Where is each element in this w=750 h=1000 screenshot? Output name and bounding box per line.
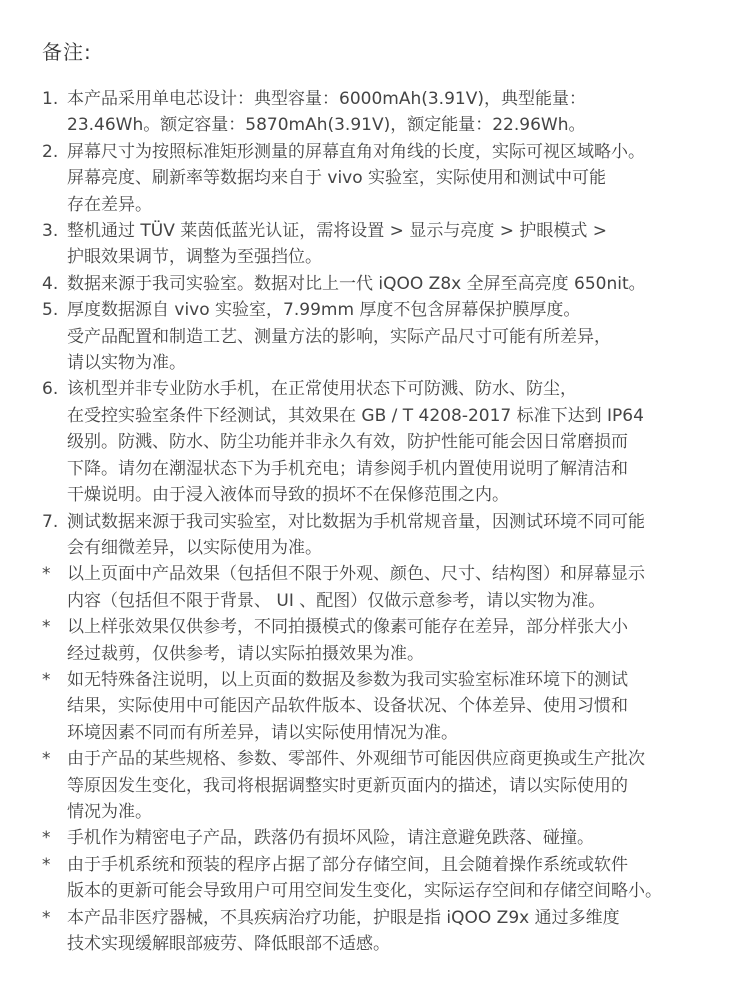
note-marker: 3. — [42, 221, 59, 242]
note-marker: 1. — [42, 89, 59, 109]
note-text-line: 由于产品的某些规格、参数、零部件、外观细节可能因供应商更换或生产批次 — [67, 749, 645, 770]
note-text-line: 厚度数据源自 vivo 实验室，7.99mm 厚度不包含屏幕保护膜厚度。 — [67, 300, 581, 321]
footnote-item — [42, 667, 712, 746]
note-text-line: 整机通过 TÜV 莱茵低蓝光认证，需将设置 > 显示与亮度 > 护眼模式 > — [67, 221, 608, 242]
note-marker: * — [42, 564, 51, 585]
footnote-item — [42, 614, 712, 667]
numbered-note-item — [42, 509, 712, 562]
note-text-line: 测试数据来源于我司实验室，对比数据为手机常规音量，因测试环境不同可能 — [67, 511, 645, 532]
note-marker: 6. — [42, 379, 59, 400]
note-text-line: 内容（包括但不限于背景、 UI 、配图）仅做示意参考，请以实物为准。 — [67, 590, 606, 611]
note-text-line: 环境因素不同而有所差异，请以实际使用情况为准。 — [67, 722, 458, 743]
note-text-line: 下降。请勿在潮湿状态下为手机充电；请参阅手机内置使用说明了解清洁和 — [67, 458, 628, 479]
note-text-line: 屏幕亮度、刷新率等数据均来自于 vivo 实验室，实际使用和测试中可能 — [67, 168, 607, 189]
note-text-line: 该机型并非专业防水手机，在正常使用状态下可防溅、防水、防尘， — [67, 379, 577, 400]
footnote-item — [42, 825, 712, 851]
note-marker: * — [42, 854, 51, 875]
note-marker: 4. — [42, 273, 59, 294]
footnote-item — [42, 561, 712, 614]
numbered-note-item — [42, 376, 712, 508]
note-text-line: 在受控实验室条件下经测试，其效果在 GB / T 4208-2017 标准下达到 IP64 — [67, 405, 644, 426]
note-text-line: 护眼效果调节，调整为至强挡位。 — [67, 247, 322, 268]
footnote-item — [42, 852, 712, 905]
note-text-line: 以上页面中产品效果（包括但不限于外观、颜色、尺寸、结构图）和屏幕显示 — [67, 564, 645, 585]
note-text-line: 如无特殊备注说明，以上页面的数据及参数为我司实验室标准环境下的测试 — [67, 669, 628, 690]
note-text-line: 本产品采用单电芯设计：典型容量：6000mAh(3.91V)，典型能量： — [67, 89, 586, 109]
note-text-line: 由于手机系统和预装的程序占据了部分存储空间，且会随着操作系统或软件 — [67, 854, 628, 875]
note-text-line: 屏幕尺寸为按照标准矩形测量的屏幕直角对角线的长度，实际可视区域略小。 — [67, 141, 645, 162]
note-text-line: 情况为准。 — [67, 801, 152, 822]
note-text-line: 版本的更新可能会导致用户可用空间发生变化，实际运存空间和存储空间略小。 — [67, 881, 662, 902]
note-text-line: 技术实现缓解眼部疲劳、降低眼部不适感。 — [67, 934, 390, 954]
notes-list — [42, 86, 712, 957]
note-text-line: 手机作为精密电子产品，跌落仍有损坏风险，请注意避免跌落、碰撞。 — [67, 828, 594, 849]
note-text-line: 以上样张效果仅供参考，不同拍摄模式的像素可能存在差异，部分样张大小 — [67, 617, 628, 638]
note-marker: 2. — [42, 141, 59, 162]
note-marker: * — [42, 749, 51, 770]
numbered-note-item — [42, 297, 712, 376]
note-text-line: 干燥说明。由于浸入液体而导致的损坏不在保修范围之内。 — [67, 485, 509, 506]
note-text-line: 结果，实际使用中可能因产品软件版本、设备状况、个体差异、使用习惯和 — [67, 696, 628, 717]
note-text-line: 会有细微差异，以实际使用为准。 — [67, 537, 322, 558]
note-marker: 5. — [42, 300, 59, 321]
note-text-line: 经过裁剪，仅供参考，请以实际拍摄效果为准。 — [67, 643, 424, 664]
note-text-line: 存在差异。 — [67, 194, 152, 215]
note-text-line: 23.46Wh。额定容量：5870mAh(3.91V)，额定能量：22.96Wh。 — [67, 115, 586, 136]
note-marker: * — [42, 669, 51, 690]
note-marker: 7. — [42, 511, 59, 532]
numbered-note-item — [42, 86, 712, 139]
footnote-item — [42, 746, 712, 825]
note-text-line: 受产品配置和制造工艺、测量方法的影响，实际产品尺寸可能有所差异， — [67, 326, 611, 347]
numbered-note-item — [42, 139, 712, 218]
numbered-note-item — [42, 271, 712, 297]
note-marker: * — [42, 617, 51, 638]
note-text-line: 等原因发生变化，我司将根据调整实时更新页面内的描述，请以实际使用的 — [67, 775, 628, 796]
note-text-line: 本产品非医疗器械，不具疾病治疗功能，护眼是指 iQOO Z9x 通过多维度 — [67, 907, 620, 928]
note-marker: * — [42, 828, 51, 849]
note-text-line: 级别。防溅、防水、防尘功能并非永久有效，防护性能可能会因日常磨损而 — [67, 432, 628, 453]
page-title: 备注: — [42, 40, 92, 64]
note-marker: * — [42, 907, 51, 928]
footnote-item — [42, 905, 712, 958]
note-text-line: 数据来源于我司实验室。数据对比上一代 iQOO Z8x 全屏至高亮度 650nit。 — [67, 273, 646, 294]
note-text-line: 请以实物为准。 — [67, 353, 186, 374]
numbered-note-item — [42, 218, 712, 271]
